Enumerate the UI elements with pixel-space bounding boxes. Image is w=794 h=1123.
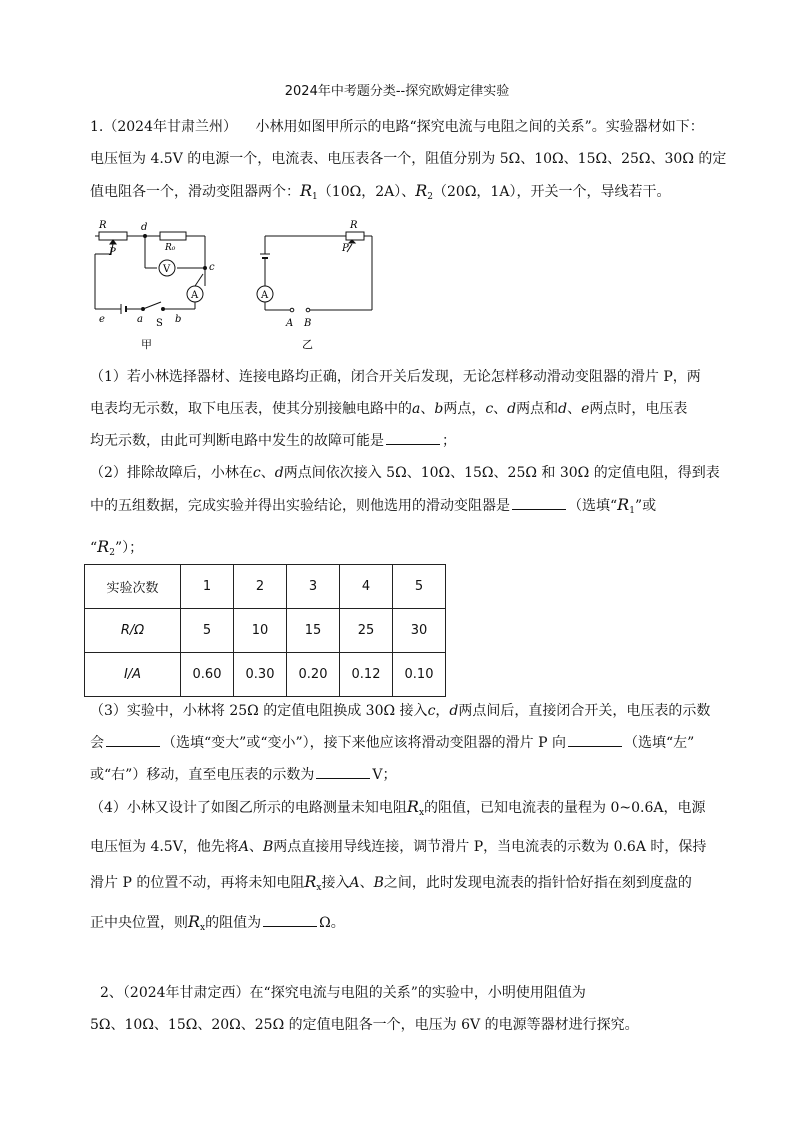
label-P: P: [109, 247, 116, 258]
q2-line-2: 5Ω、10Ω、15Ω、20Ω、25Ω 的定值电阻各一个，电压为 6V 的电源等器材进行探究。: [90, 1017, 639, 1033]
table-cell: 5: [393, 565, 446, 609]
answer-blank-4[interactable]: [568, 734, 622, 747]
q1-p1-line-3: 均无示数，由此可判断电路中发生的故障可能是 ；: [90, 433, 456, 449]
page-title: 2024年中考题分类--探究欧姆定律实验: [284, 84, 510, 99]
table-cell: 0.20: [287, 653, 340, 697]
table-header-cell: I/A: [85, 653, 181, 697]
table-cell: 0.12: [340, 653, 393, 697]
label-yi-A: A: [286, 318, 294, 329]
q1-p3-line-1: （3）实验中，小林将 25Ω 的定值电阻换成 30Ω 接入c，d两点间后，直接闭合开关，电压表的示数: [90, 703, 711, 719]
label-c: c: [209, 262, 215, 273]
label-S: S: [156, 318, 163, 329]
q2-line-1: 2、（2024年甘肃定西）在“探究电流与电阻的关系”的实验中，小明使用阻值为: [100, 985, 586, 1001]
label-R0: R₀: [165, 243, 176, 253]
q1-line-1: [90, 116, 704, 136]
data-table: [84, 564, 446, 697]
label-b: b: [175, 314, 182, 325]
label-R: R: [99, 220, 107, 231]
q1-p2-line-3: “$R_2$”）；: [90, 537, 144, 558]
label-a: a: [137, 314, 143, 325]
q1-header: 1.（2024年甘肃兰州）: [90, 119, 237, 135]
table-cell: 10: [234, 609, 287, 653]
ammeter-yi-label: A: [261, 290, 269, 301]
label-yi-R: R: [350, 220, 358, 231]
label-d: d: [141, 222, 148, 233]
label-yi-P: P: [342, 243, 349, 254]
table-cell: 1: [181, 565, 234, 609]
figure-label-jia: 甲: [141, 338, 152, 351]
q1-p2-line-2: 中的五组数据，完成实验并得出实验结论，则他选用的滑动变阻器是 （选填“$R_1$”或: [90, 495, 657, 516]
answer-blank-5[interactable]: [316, 766, 370, 779]
table-row: [85, 565, 446, 609]
q1-p1-line-2: 电表均无示数，取下电压表，使其分别接触电路中的a、b两点，c、d两点和d、e两点时，电压表: [90, 401, 688, 417]
q1-line-3: 值电阻各一个，滑动变阻器两个：$R_1(10\Omega$，2A）、$R_2(20\Omega$，1A），开关一个，导线若干。: [90, 181, 671, 202]
q1-p4-line-1: （4）小林又设计了如图乙所示的电路测量未知电阻$R_x$的阻值，已知电流表的量程为 0~0.6A，电源: [90, 797, 706, 818]
q1-p3-line-3: 或“右”）移动，直至电压表的示数为 V；: [90, 767, 397, 783]
q1-p4-line-2: 电压恒为 4.5V，他先将A、B两点直接用导线连接，调节滑片 P，当电流表的示数为 0.6A 时，保持: [90, 839, 707, 855]
answer-blank-2[interactable]: [512, 497, 566, 510]
q1-line-2: 电压恒为 4.5V 的电源一个，电流表、电压表各一个，阻值分别为 5Ω、10Ω、15Ω、25Ω、30Ω 的定: [90, 151, 727, 167]
voltmeter-label: V: [163, 264, 171, 275]
table-cell: 4: [340, 565, 393, 609]
q1-p2-line-1: （2）排除故障后，小林在c、d两点间依次接入 5Ω、10Ω、15Ω、25Ω 和 30Ω 的定值电阻，得到表: [90, 465, 720, 481]
table-cell: 15: [287, 609, 340, 653]
answer-blank-6[interactable]: [263, 914, 317, 927]
table-cell: 3: [287, 565, 340, 609]
table-header-cell: R/Ω: [85, 609, 181, 653]
table-row: [85, 609, 446, 653]
figure-label-yi: 乙: [302, 338, 313, 351]
table-cell: 30: [393, 609, 446, 653]
table-cell: 0.60: [181, 653, 234, 697]
answer-blank-3[interactable]: [106, 734, 160, 747]
table-cell: 25: [340, 609, 393, 653]
q1-p3-line-2: 会 （选填“变大”或“变小”），接下来他应该将滑动变阻器的滑片 P 向 （选填“左”: [90, 735, 695, 751]
q1-p4-line-3: 滑片 P 的位置不动，再将未知电阻$R_x$接入A、B之间，此时发现电流表的指针恰好指在刻到度盘的: [90, 872, 692, 893]
table-cell: 0.10: [393, 653, 446, 697]
table-header-cell: 实验次数: [85, 565, 181, 609]
q1-intro: 小林用如图甲所示的电路“探究电流与电阻之间的关系”。实验器材如下：: [255, 119, 704, 135]
q1-p1-line-1: （1）若小林选择器材、连接电路均正确，闭合开关后发现，无论怎样移动滑动变阻器的滑片 P，两: [90, 369, 701, 385]
label-yi-B: B: [304, 318, 312, 329]
table-cell: 2: [234, 565, 287, 609]
answer-blank-1[interactable]: [386, 432, 440, 445]
table-cell: 5: [181, 609, 234, 653]
table-row: [85, 653, 446, 697]
q1-p4-line-4: 正中央位置，则$R_x$的阻值为 Ω。: [90, 912, 345, 933]
circuit-diagram-yi: [250, 218, 380, 354]
ammeter-label: A: [191, 290, 199, 301]
label-e: e: [99, 314, 105, 325]
table-cell: 0.30: [234, 653, 287, 697]
circuit-diagram-jia: [85, 214, 225, 354]
